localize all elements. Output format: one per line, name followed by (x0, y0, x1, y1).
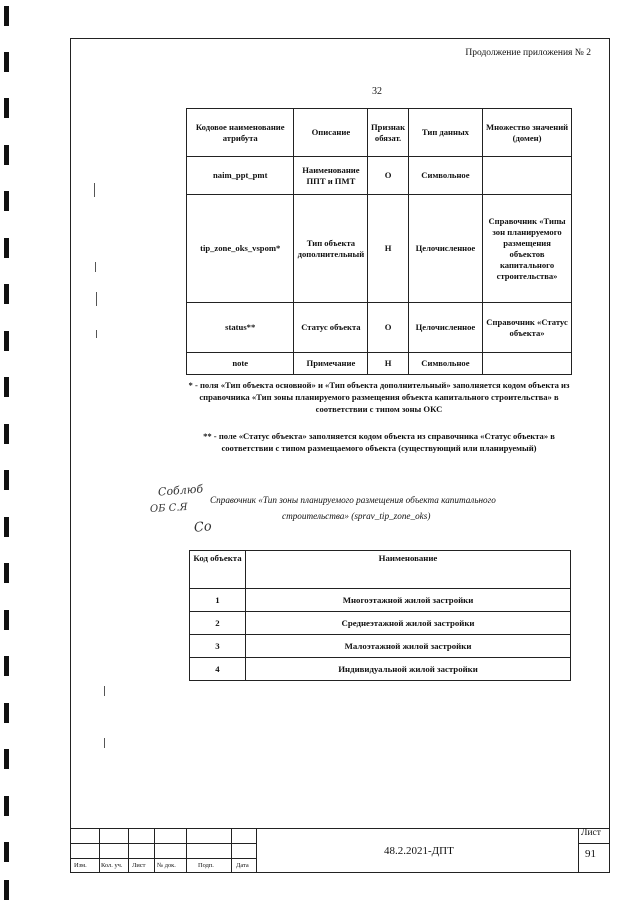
table-row (187, 303, 572, 353)
cell-data-type: Целочисленное (408, 195, 482, 303)
header-name: Наименование (246, 551, 571, 589)
page-number: 32 (372, 86, 382, 97)
table-row (190, 658, 571, 681)
footnote-1: * - поля «Тип объекта основной» и «Тип объекта дополнительный» заполняется кодом объекта из справочника «Тип зоны планируемого размещения объекта капитального строительства» в соответствии с типом зоны ОКС (188, 380, 570, 414)
table-row (190, 612, 571, 635)
cell-name: Индивидуальной жилой застройки (246, 658, 571, 681)
cell-code: 3 (190, 635, 246, 658)
code-table-header (190, 551, 571, 589)
sheet-number: 91 (585, 848, 596, 860)
cell-required: Н (368, 195, 408, 303)
cell-name: Среднеэтажной жилой застройки (246, 612, 571, 635)
cell-description: Тип объекта дополнительный (294, 195, 368, 303)
handwritten-note: Соблюб (157, 482, 204, 499)
cell-required: Н (368, 353, 408, 375)
footnote-2: ** - поле «Статус объекта» заполняется кодом объекта из справочника «Статус объекта» в соответствии с типом размещаемого объекта (существующий или планируемый) (203, 431, 555, 453)
tb-label-kol: Кол. уч. (101, 862, 123, 869)
cell-code: 4 (190, 658, 246, 681)
cell-code: 1 (190, 589, 246, 612)
cell-domain: Справочник «Типы зон планируемого размещения объектов капитального строительства» (483, 195, 572, 303)
table-row (190, 635, 571, 658)
cell-name: Многоэтажной жилой застройки (246, 589, 571, 612)
cell-code: tip_zone_oks_vspom* (187, 195, 294, 303)
appendix-note: Продолжение приложения № 2 (465, 48, 591, 58)
cell-data-type: Целочисленное (408, 303, 482, 353)
code-table (189, 550, 571, 681)
cell-description: Статус объекта (294, 303, 368, 353)
handwritten-signature: Со (193, 519, 213, 536)
cell-description: Наименование ППТ и ПМТ (294, 157, 368, 195)
reference-title-line1: Справочник «Тип зоны планируемого размещения объекта капитального (210, 495, 496, 505)
tb-label-podp: Подп. (198, 862, 214, 869)
table-row (187, 353, 572, 375)
tb-label-list: Лист (132, 862, 146, 869)
cell-domain (483, 353, 572, 375)
reference-title (210, 492, 570, 524)
cell-description: Примечание (294, 353, 368, 375)
table-row (187, 195, 572, 303)
sheet-label: Лист (581, 828, 601, 838)
cell-code: note (187, 353, 294, 375)
tb-label-date: Дата (236, 862, 249, 869)
header-data-type: Тип данных (408, 109, 482, 157)
reference-title-line2: строительства» (sprav_tip_zone_oks) (282, 511, 431, 521)
table-row (187, 157, 572, 195)
header-description: Описание (294, 109, 368, 157)
document-code: 48.2.2021-ДПТ (384, 845, 454, 857)
cell-data-type: Символьное (408, 157, 482, 195)
header-object-code: Код объекта (190, 551, 246, 589)
tb-label-doc: № док. (157, 862, 176, 869)
cell-code: status** (187, 303, 294, 353)
cell-domain: Справочник «Статус объекта» (483, 303, 572, 353)
tb-label-izm: Изм. (74, 862, 87, 869)
cell-required: О (368, 303, 408, 353)
cell-domain (483, 157, 572, 195)
header-required: Признак обязат. (368, 109, 408, 157)
cell-name: Малоэтажной жилой застройки (246, 635, 571, 658)
table-row (190, 589, 571, 612)
attribute-table-header (187, 109, 572, 157)
handwritten-note: ОБ С.Я (149, 502, 188, 515)
cell-code: naim_ppt_pmt (187, 157, 294, 195)
header-code: Кодовое наименование атрибута (187, 109, 294, 157)
cell-required: О (368, 157, 408, 195)
cell-code: 2 (190, 612, 246, 635)
attribute-table (186, 108, 572, 375)
header-domain: Множество значений (домен) (483, 109, 572, 157)
cell-data-type: Символьное (408, 353, 482, 375)
